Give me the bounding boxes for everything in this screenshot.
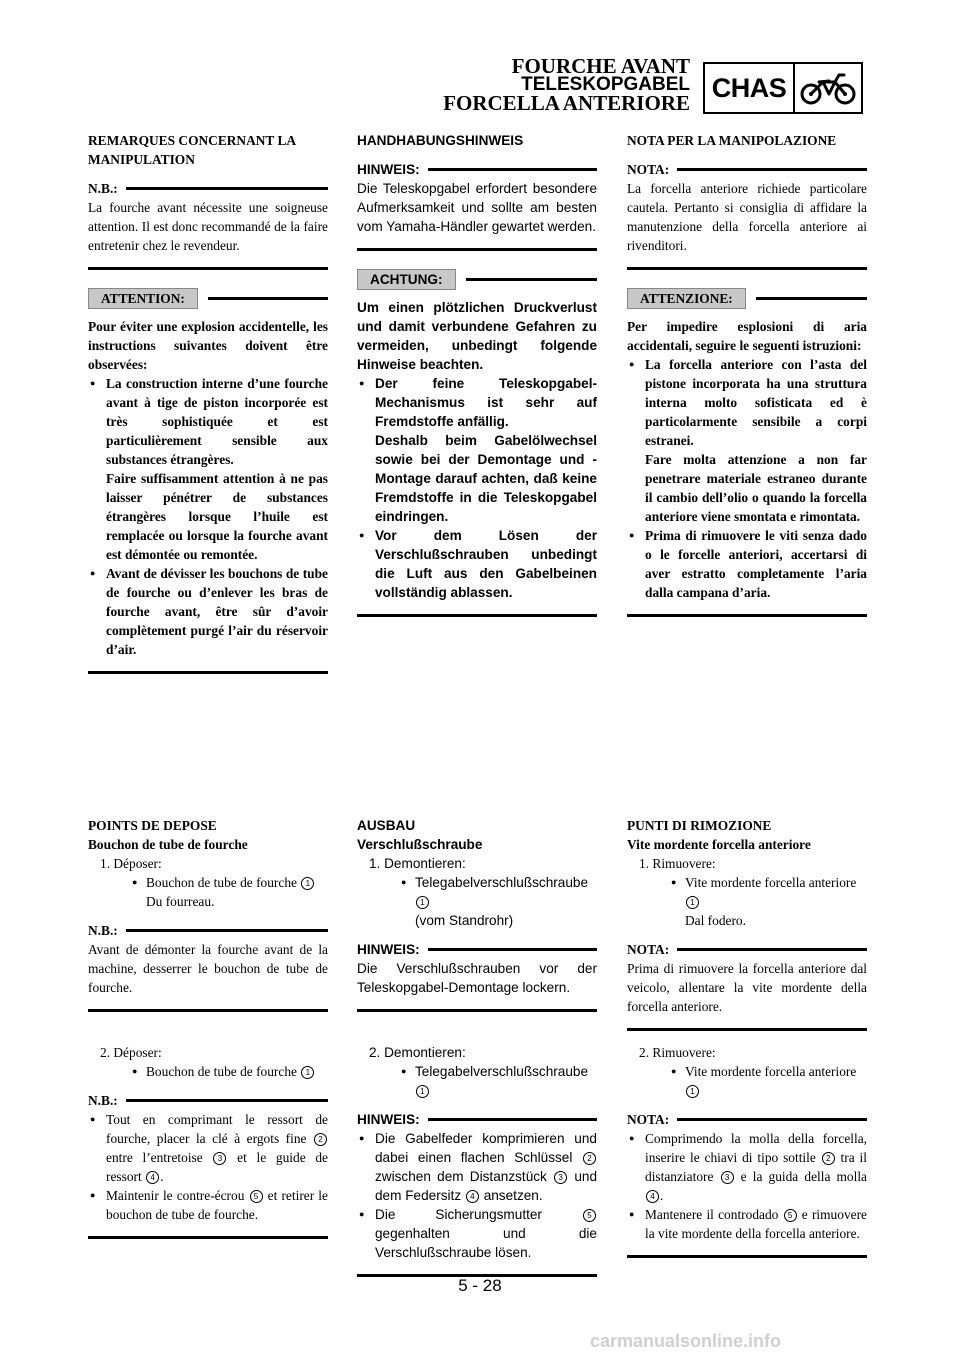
callout-3: 3	[721, 1171, 734, 1184]
fr-caution-bullet-1-cont: Faire suffisamment attention à ne pas laisser pénétrer de substances étrangères lorsque l’huile est remplacée ou lorsque la fourche avant est démontée ou remontée.	[106, 471, 328, 562]
fr-step-2-section	[88, 1043, 328, 1239]
de-caution-heading	[357, 269, 597, 290]
callout-4: 4	[646, 1190, 659, 1203]
de-step-1-item	[357, 873, 597, 911]
de-handling-title: HANDHABUNGSHINWEIS	[357, 133, 524, 148]
header-title-it: FORCELLA ANTERIORE	[443, 91, 690, 115]
fr-step-1: 1. Déposer:	[100, 856, 162, 871]
fr-step-2-item	[88, 1062, 328, 1081]
fr-nb3-label: N.B.:	[88, 1093, 118, 1108]
it-step-2-item	[627, 1062, 867, 1100]
de-nb-end-rule	[357, 248, 597, 251]
fr-nb3-b2-a: Maintenir le contre-écrou	[106, 1188, 245, 1203]
de-nb3-label: HINWEIS:	[357, 1112, 420, 1127]
de-caution-label: ACHTUNG:	[357, 269, 456, 290]
fr-step-1-item	[88, 873, 328, 892]
it-nb3-b1-a: Comprimendo la molla della forcella, inserire le chiavi di tipo sottile	[645, 1131, 867, 1165]
it-nb3-end-rule	[627, 1255, 867, 1258]
callout-5: 5	[250, 1190, 263, 1203]
it-nb2-end-rule	[627, 1028, 867, 1031]
de-nb3-b2-a: Die Sicherungsmutter	[375, 1207, 542, 1222]
fr-nb2-end-rule	[88, 1009, 328, 1012]
de-nb2-text: Die Verschlußschrauben vor der Teleskopgabel-Demontage lockern.	[357, 961, 597, 995]
it-nb-text: La forcella anteriore richiede particolare cautela. Pertanto si consiglia di affidare la manutenzione della forcella anteriore ai rivenditori.	[627, 181, 867, 253]
it-caution-heading	[627, 288, 867, 309]
de-nb-heading	[357, 160, 597, 179]
fr-handling-title: REMARQUES CONCERNANT LA MANIPULATION	[88, 133, 296, 167]
fr-step-2: 2. Déposer:	[100, 1045, 162, 1060]
de-caution-bullet-1: ● Der feine Teleskopgabel-Mechanismus ist sehr auf Fremdstoffe anfällig.	[357, 374, 597, 431]
de-caution-end-rule	[357, 614, 597, 617]
it-step-1-item	[627, 873, 867, 911]
fr-nb3-bullet-1: ● Tout en comprimant le ressort de fourche, placer la clé à ergots fine 2 entre l’entretoise 3 et le guide de ressort 4 .	[88, 1110, 328, 1186]
chapter-badge	[703, 62, 863, 114]
callout-4: 4	[146, 1171, 159, 1184]
fr-nb-text: La fourche avant nécessite une soigneuse attention. Il est donc recommandé de la faire entretenir chez le revendeur.	[88, 200, 328, 253]
it-removal-title: PUNTI DI RIMOZIONE	[627, 818, 772, 833]
fr-nb-end-rule	[88, 267, 328, 270]
it-caution-label: ATTENZIONE:	[627, 288, 746, 309]
callout-5: 5	[583, 1209, 596, 1222]
de-step-1-from: (vom Standrohr)	[415, 913, 514, 928]
fr-removal-section	[88, 816, 328, 1012]
de-nb3-heading	[357, 1110, 597, 1129]
it-step-1-from: Dal fodero.	[685, 913, 746, 928]
fr-nb-heading	[88, 179, 328, 198]
fr-nb3-heading	[88, 1091, 328, 1110]
de-nb2-label: HINWEIS:	[357, 942, 420, 957]
chapter-badge-label: CHAS	[705, 64, 795, 112]
page-number: 5 - 28	[458, 1276, 502, 1295]
de-nb3-bullet-1	[357, 1129, 597, 1205]
de-nb-text: Die Teleskopgabel erfordert besondere Aufmerksamkeit und sollte am besten vom Yamaha-Händler gewartet werden.	[357, 181, 597, 234]
de-nb3-bullet-2	[357, 1205, 597, 1262]
it-step-2-item-text: Vite mordente forcella anteriore	[685, 1064, 857, 1079]
de-step-2-item-text: Telegabelverschlußschraube	[415, 1064, 589, 1079]
fr-removal-title: POINTS DE DEPOSE	[88, 818, 217, 833]
callout-2: 2	[583, 1152, 596, 1165]
it-caution-intro: Per impedire esplosioni di aria accidentali, seguire le seguenti istruzioni:	[627, 319, 867, 353]
it-removal-subtitle: Vite mordente forcella anteriore	[627, 837, 811, 852]
fr-caution-bullet-1: ● La construction interne d’une fourche avant à tige de piston incorporée est très sophistiquée et est particulièrement sensible aux substances étrangères.	[88, 374, 328, 469]
fr-caution-label: ATTENTION:	[88, 288, 198, 309]
callout-3: 3	[554, 1171, 567, 1184]
it-nb2-heading	[627, 940, 867, 959]
de-step-2-section	[357, 1043, 597, 1277]
de-caution-bullet-2: ● Vor dem Lösen der Verschlußschrauben unbedingt die Luft aus den Gabelbeinen vollständig ablassen.	[357, 526, 597, 602]
it-step-2-section	[627, 1043, 867, 1258]
it-nb3-bullet-2	[627, 1205, 867, 1243]
de-nb2-heading	[357, 940, 597, 959]
fr-step-1-item-text: Bouchon de tube de fourche	[146, 875, 297, 890]
it-nb-label: NOTA:	[627, 162, 670, 177]
it-step-2: 2. Rimuovere:	[639, 1045, 716, 1060]
it-caution-bullet-1-cont: Fare molta attenzione a non far penetrare materiale estraneo durante il cambio dell’olio o quando la forcella anteriore viene smontata e rimontata.	[645, 452, 867, 524]
fr-caution-heading	[88, 288, 328, 309]
callout-2: 2	[314, 1133, 327, 1146]
it-nb-end-rule	[627, 267, 867, 270]
fr-caution-intro: Pour éviter une explosion accidentelle, les instructions suivantes doivent être observées:	[88, 319, 328, 372]
it-nb3-b2-b: e rimuovere la vite mordente della forcella anteriore.	[645, 1207, 867, 1241]
de-step-1: 1. Demontieren:	[369, 856, 466, 871]
it-handling-title: NOTA PER LA MANIPOLAZIONE	[627, 133, 837, 148]
fr-nb3-bullet-2	[88, 1186, 328, 1224]
header-title-de: TELESKOPGABEL	[521, 74, 690, 95]
fr-nb3-b1-c: et le guide de ressort	[106, 1150, 328, 1184]
fr-nb2-text: Avant de démonter la fourche avant de la machine, desserrer le bouchon de tube de fourche.	[88, 942, 328, 995]
it-nb-heading	[627, 160, 867, 179]
it-nb3-label: NOTA:	[627, 1112, 670, 1127]
de-removal-title: AUSBAU	[357, 818, 416, 833]
it-nb3-heading	[627, 1110, 867, 1129]
it-handling-section	[627, 131, 867, 617]
de-nb3-b1-b: zwischen dem Distanzstück	[375, 1169, 547, 1184]
de-step-1-item-text: Telegabelverschlußschraube	[415, 875, 589, 890]
callout-1: 1	[301, 1066, 314, 1079]
motorcycle-icon	[795, 64, 861, 112]
it-nb2-label: NOTA:	[627, 942, 670, 957]
it-caution-end-rule	[627, 614, 867, 617]
de-nb3-b2-b: gegenhalten und die Verschlußschraube lösen.	[375, 1226, 597, 1260]
de-handling-section	[357, 131, 597, 617]
de-step-2-item	[357, 1062, 597, 1100]
de-caution-intro: Um einen plötzlichen Druckverlust und damit verbundene Gefahren zu vermeiden, unbedingt folgende Hinweise beachten.	[357, 300, 597, 372]
de-nb-label: HINWEIS:	[357, 162, 420, 177]
header-title-fr: FOURCHE AVANT	[511, 54, 690, 78]
de-step-2: 2. Demontieren:	[369, 1045, 466, 1060]
it-nb3-bullet-1: ● Comprimendo la molla della forcella, inserire le chiavi di tipo sottile 2 tra il distanziatore 3 e la guida della molla 4 .	[627, 1129, 867, 1205]
callout-1: 1	[416, 896, 429, 909]
callout-1: 1	[686, 896, 699, 909]
it-caution-bullet-2: ● Prima di rimuovere le viti senza dado o le forcelle anteriori, accertarsi di aver estratto completamente l’aria dalla campana d’aria.	[627, 526, 867, 602]
callout-1: 1	[686, 1085, 699, 1098]
it-step-1-item-text: Vite mordente forcella anteriore	[685, 875, 857, 890]
fr-nb3-b1-a: Tout en comprimant le ressort de fourche, placer la clé à ergots fine	[106, 1112, 328, 1146]
callout-4: 4	[466, 1190, 479, 1203]
fr-caution-end-rule	[88, 671, 328, 674]
de-nb3-b1-a: Die Gabelfeder komprimieren und dabei einen flachen Schlüssel	[375, 1131, 597, 1165]
fr-handling-section	[88, 131, 328, 674]
it-nb3-b2-a: Mantenere il controdado	[645, 1207, 779, 1222]
de-caution-bullet-1-cont: Deshalb beim Gabelölwechsel sowie bei der Demontage und -Montage darauf achten, daß keine Fremdstoffe in die Teleskopgabel eindringen.	[375, 433, 597, 524]
callout-3: 3	[213, 1152, 226, 1165]
fr-nb2-heading	[88, 921, 328, 940]
de-nb3-b1-d: ansetzen.	[483, 1188, 543, 1203]
callout-2: 2	[822, 1152, 835, 1165]
fr-caution-bullet-2: ● Avant de dévisser les bouchons de tube de fourche ou d’enlever les bras de fourche avant, être sûr d’avoir complètement purgé l’air du réservoir d’air.	[88, 564, 328, 659]
it-removal-section	[627, 816, 867, 1031]
fr-step-1-from: Du fourreau.	[146, 894, 215, 909]
de-nb3-b1-c: und dem Federsitz	[375, 1169, 598, 1203]
fr-removal-subtitle: Bouchon de tube de fourche	[88, 837, 248, 852]
it-nb2-text: Prima di rimuovere la forcella anteriore dal veicolo, allentare la vite mordente della forcella anteriore.	[627, 961, 867, 1014]
it-step-1: 1. Rimuovere:	[639, 856, 716, 871]
fr-nb3-b1-b: entre l’entretoise	[106, 1150, 203, 1165]
fr-nb2-label: N.B.:	[88, 923, 118, 938]
watermark: carmanualsonline.info	[590, 1331, 782, 1351]
it-caution-bullet-1: ● La forcella anteriore con l’asta del pistone incorporata ha una struttura interna molto sofisticata ed è particolarmente sensibile a corpi estranei.	[627, 355, 867, 450]
de-removal-subtitle: Verschlußschraube	[357, 837, 483, 852]
it-nb3-b1-c: e la guida della molla	[740, 1169, 867, 1184]
fr-nb3-b2-b: et retirer le bouchon de tube de fourche.	[106, 1188, 328, 1222]
fr-nb3-end-rule	[88, 1236, 328, 1239]
callout-1: 1	[301, 877, 314, 890]
de-nb2-end-rule	[357, 1009, 597, 1012]
de-removal-section	[357, 816, 597, 1012]
it-nb3-b1-b: tra il distanziatore	[645, 1150, 867, 1184]
callout-5: 5	[784, 1209, 797, 1222]
callout-1: 1	[416, 1085, 429, 1098]
fr-step-2-item-text: Bouchon de tube de fourche	[146, 1064, 297, 1079]
fr-nb-label: N.B.:	[88, 181, 118, 196]
